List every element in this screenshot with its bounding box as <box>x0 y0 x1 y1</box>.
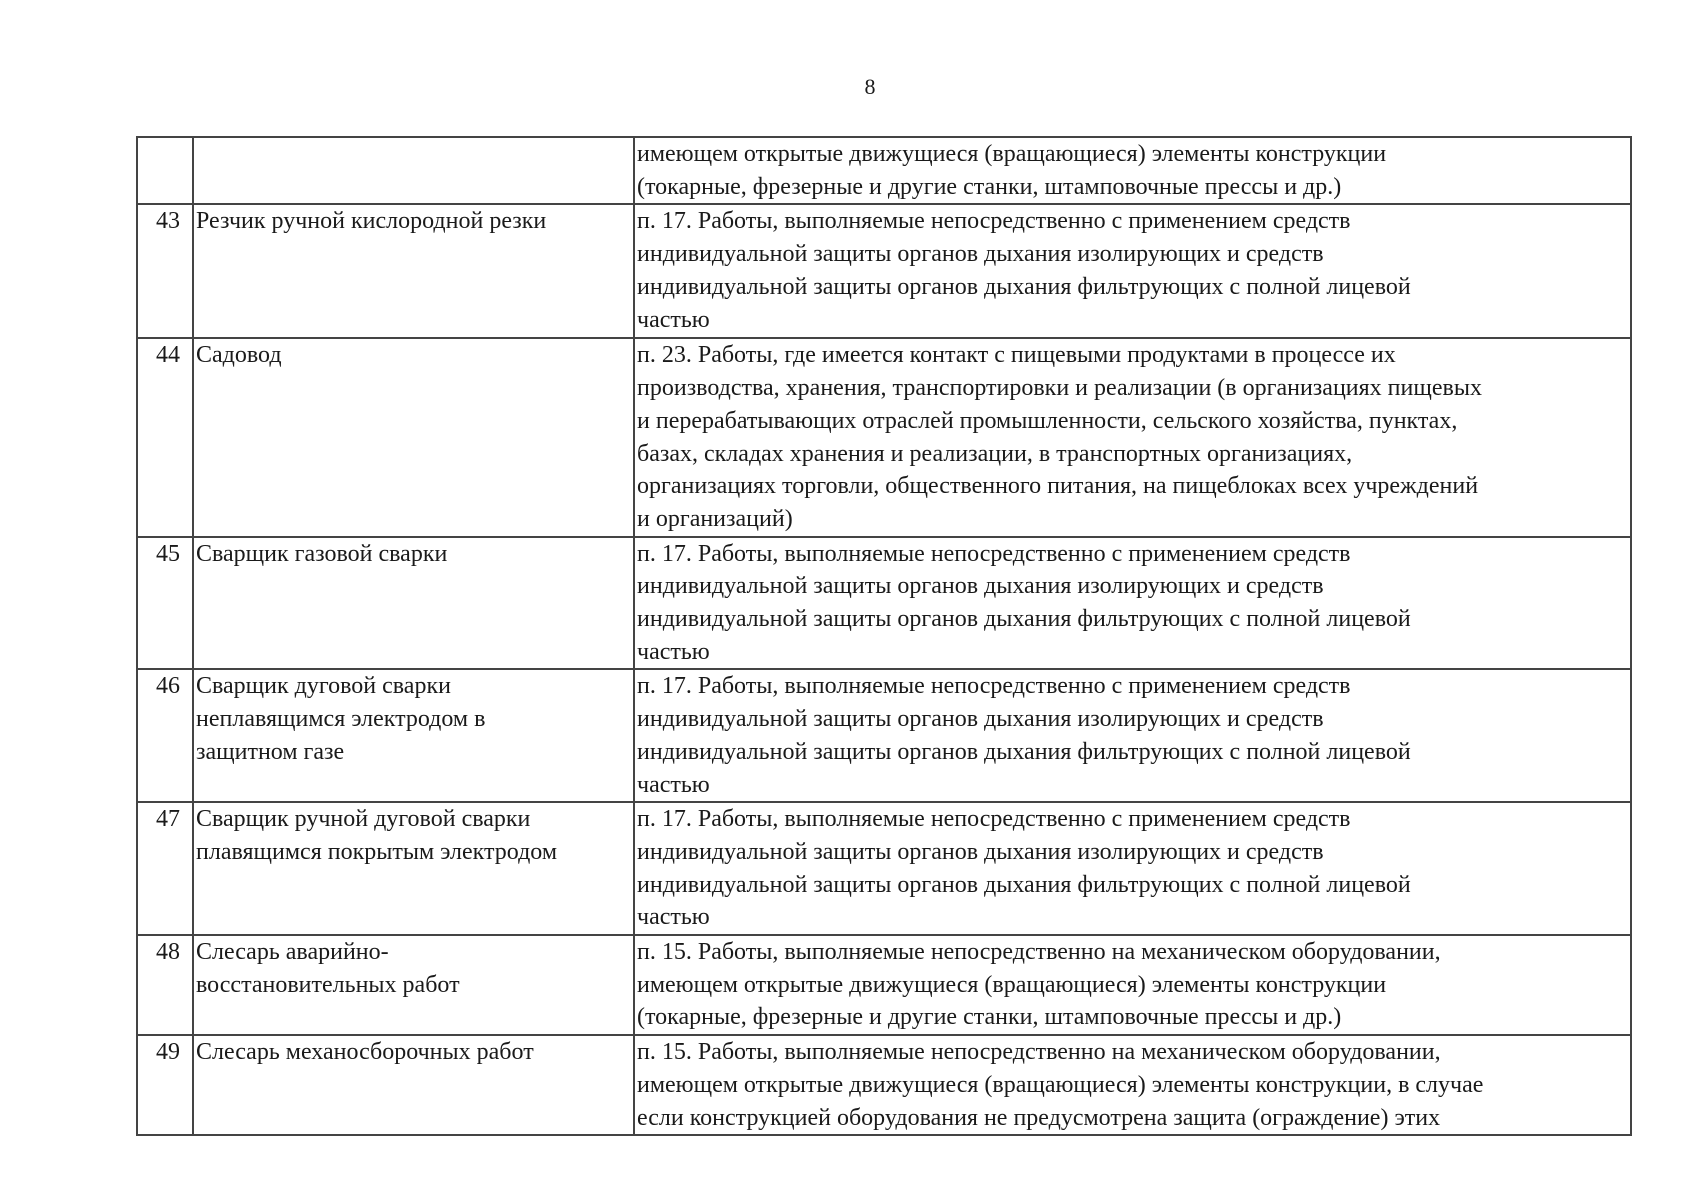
row-number: 45 <box>137 537 193 670</box>
row-number: 46 <box>137 669 193 802</box>
table-row <box>137 537 1631 670</box>
work-description: п. 23. Работы, где имеется контакт с пищевыми продуктами в процессе их производства, хранения, транспортировки и реализации (в организациях пищевых и перерабатывающих отраслей промышленности, сельского хозяйства, пунктах, базах, складах хранения и реализации, в транспортных организациях, организациях торговли, общественного питания, на пищеблоках всех учреждений и организаций) <box>634 338 1631 536</box>
profession-name: Слесарь аварийно- восстановительных работ <box>193 935 634 1035</box>
row-number: 49 <box>137 1035 193 1135</box>
row-number: 48 <box>137 935 193 1035</box>
table-row <box>137 338 1631 536</box>
table-row <box>137 204 1631 338</box>
profession-name: Садовод <box>193 338 634 536</box>
work-description: п. 15. Работы, выполняемые непосредственно на механическом оборудовании, имеющем открытые движущиеся (вращающиеся) элементы конструкции, в случае если конструкцией оборудования не предусмотрена защита (ограждение) этих <box>634 1035 1631 1135</box>
profession-name <box>193 137 634 204</box>
page-number: 8 <box>864 74 876 99</box>
table-row <box>137 935 1631 1035</box>
table-row <box>137 137 1631 204</box>
profession-name: Сварщик ручной дуговой сварки плавящимся покрытым электродом <box>193 802 634 935</box>
row-number: 47 <box>137 802 193 935</box>
profession-name: Сварщик дуговой сварки неплавящимся электродом в защитном газе <box>193 669 634 802</box>
work-description: п. 17. Работы, выполняемые непосредственно с применением средств индивидуальной защиты органов дыхания изолирующих и средств индивидуальной защиты органов дыхания фильтрующих с полной лицевой частью <box>634 669 1631 802</box>
row-number: 44 <box>137 338 193 536</box>
work-description: п. 17. Работы, выполняемые непосредственно с применением средств индивидуальной защиты органов дыхания изолирующих и средств индивидуальной защиты органов дыхания фильтрующих с полной лицевой частью <box>634 204 1631 338</box>
row-number <box>137 137 193 204</box>
table-row <box>137 802 1631 935</box>
table-row <box>137 669 1631 802</box>
profession-name: Резчик ручной кислородной резки <box>193 204 634 338</box>
profession-name: Сварщик газовой сварки <box>193 537 634 670</box>
work-description: п. 17. Работы, выполняемые непосредственно с применением средств индивидуальной защиты органов дыхания изолирующих и средств индивидуальной защиты органов дыхания фильтрующих с полной лицевой частью <box>634 537 1631 670</box>
profession-name: Слесарь механосборочных работ <box>193 1035 634 1135</box>
work-description: п. 17. Работы, выполняемые непосредственно с применением средств индивидуальной защиты органов дыхания изолирующих и средств индивидуальной защиты органов дыхания фильтрующих с полной лицевой частью <box>634 802 1631 935</box>
work-description: имеющем открытые движущиеся (вращающиеся) элементы конструкции (токарные, фрезерные и другие станки, штамповочные прессы и др.) <box>634 137 1631 204</box>
professions-table <box>136 136 1632 1136</box>
table-row <box>137 1035 1631 1135</box>
work-description: п. 15. Работы, выполняемые непосредственно на механическом оборудовании, имеющем открытые движущиеся (вращающиеся) элементы конструкции (токарные, фрезерные и другие станки, штамповочные прессы и др.) <box>634 935 1631 1035</box>
row-number: 43 <box>137 204 193 338</box>
